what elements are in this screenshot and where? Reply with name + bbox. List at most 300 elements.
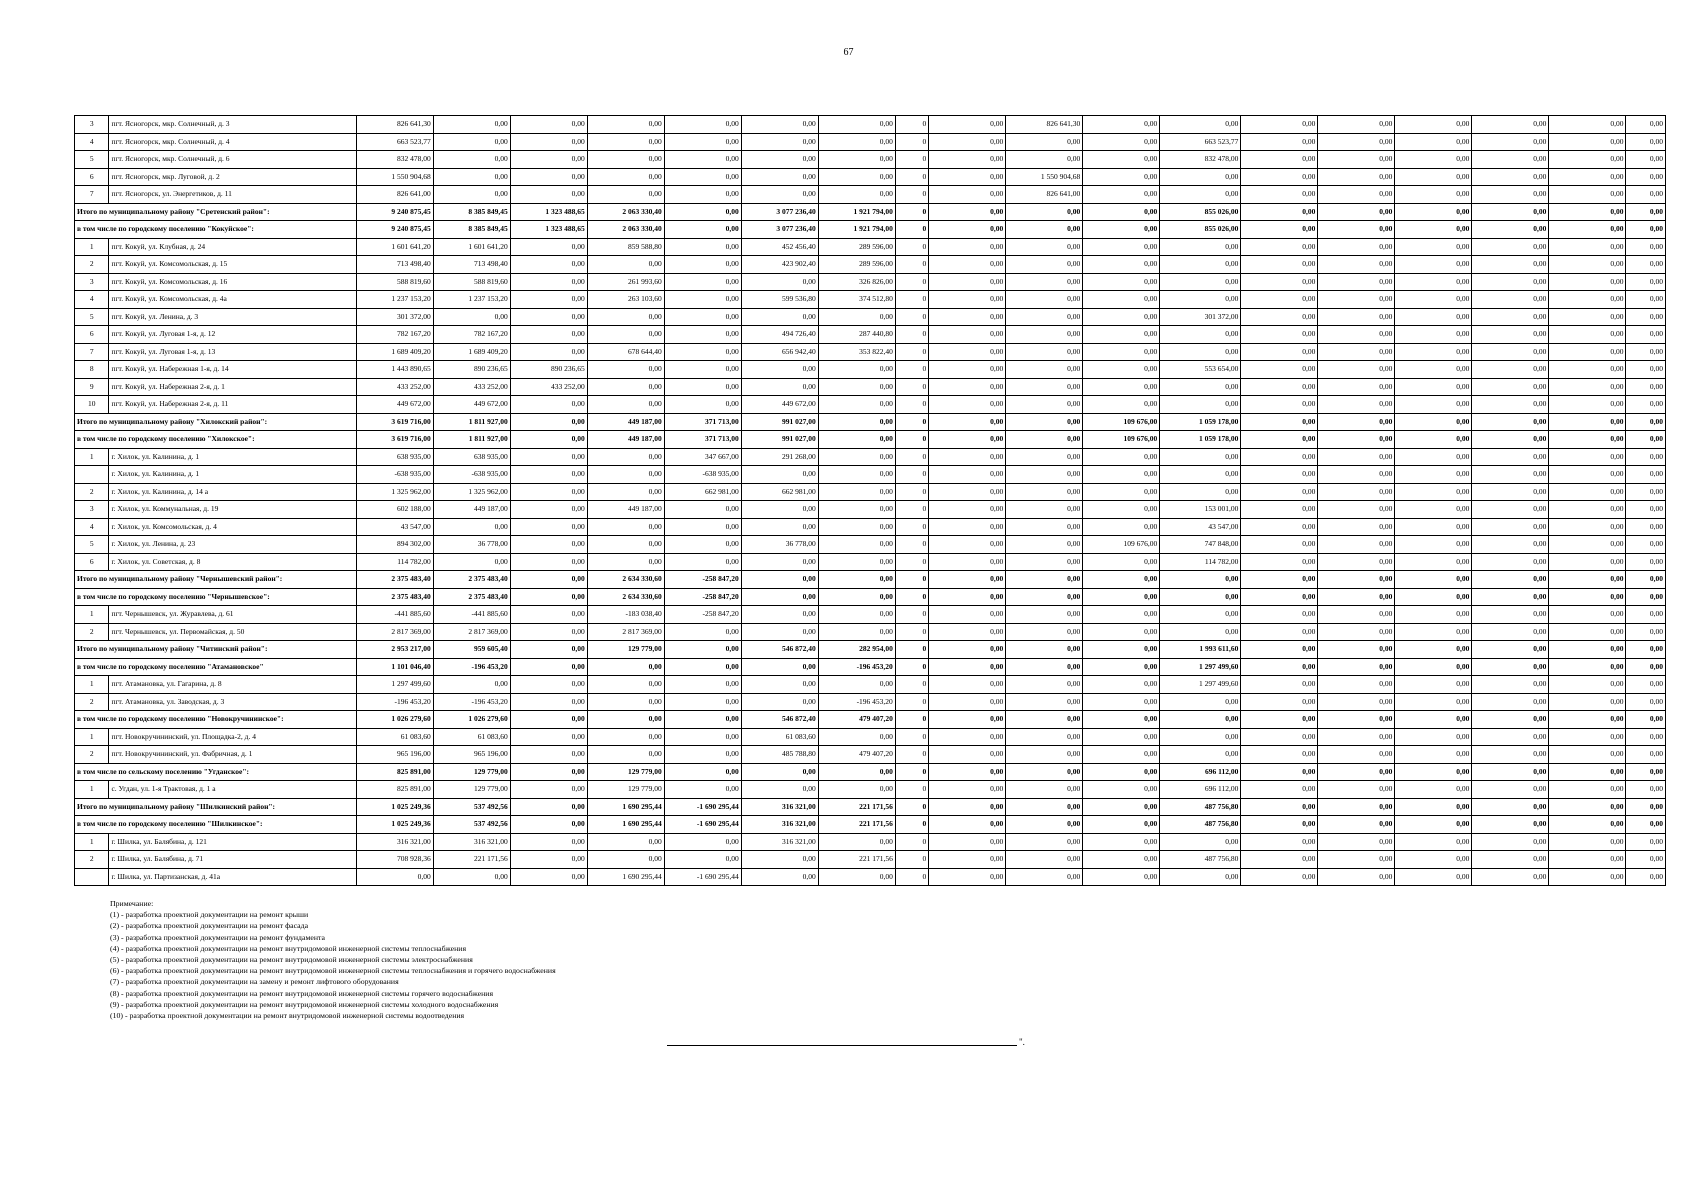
value-cell: 0,00 bbox=[1083, 553, 1160, 571]
value-cell: 0 bbox=[895, 641, 928, 659]
value-cell: 0,00 bbox=[1472, 396, 1549, 414]
address-cell: пгт. Кокуй, ул. Набережная 2-я, д. 1 bbox=[109, 378, 356, 396]
value-cell: 0,00 bbox=[664, 291, 741, 309]
value-cell: 316 321,00 bbox=[433, 833, 510, 851]
value-cell: 0,00 bbox=[1549, 448, 1626, 466]
value-cell: 0,00 bbox=[1626, 658, 1666, 676]
value-cell: 0,00 bbox=[1395, 221, 1472, 239]
value-cell: 0,00 bbox=[664, 746, 741, 764]
value-cell: 0 bbox=[895, 711, 928, 729]
value-cell: -258 847,20 bbox=[664, 606, 741, 624]
value-cell: 0,00 bbox=[1395, 168, 1472, 186]
value-cell: 0,00 bbox=[664, 851, 741, 869]
value-cell: 0,00 bbox=[741, 763, 818, 781]
value-cell: 0,00 bbox=[741, 781, 818, 799]
address-cell: пгт. Кокуй, ул. Комсомольская, д. 15 bbox=[109, 256, 356, 274]
value-cell: 0,00 bbox=[1006, 623, 1083, 641]
footnote-line: (3) - разработка проектной документации на ремонт фундамента bbox=[110, 932, 325, 942]
value-cell: 0,00 bbox=[1318, 203, 1395, 221]
value-cell: 0,00 bbox=[1626, 448, 1666, 466]
value-cell: 0 bbox=[895, 116, 928, 134]
value-cell: 0,00 bbox=[1083, 658, 1160, 676]
value-cell: 0,00 bbox=[1006, 763, 1083, 781]
value-cell: 1 026 279,60 bbox=[433, 711, 510, 729]
value-cell: 1 811 927,00 bbox=[433, 413, 510, 431]
value-cell: 1 297 499,60 bbox=[1160, 658, 1241, 676]
value-cell: 0,00 bbox=[1241, 256, 1318, 274]
value-cell: 0,00 bbox=[1395, 711, 1472, 729]
value-cell: 109 676,00 bbox=[1083, 413, 1160, 431]
address-cell: г. Шилка, ул. Балябина, д. 71 bbox=[109, 851, 356, 869]
value-cell: 0,00 bbox=[1318, 833, 1395, 851]
value-cell: 0,00 bbox=[818, 431, 895, 449]
value-cell: 0,00 bbox=[929, 273, 1006, 291]
value-cell: 0,00 bbox=[1241, 571, 1318, 589]
value-cell: 832 478,00 bbox=[356, 151, 433, 169]
value-cell: 0,00 bbox=[1472, 693, 1549, 711]
value-cell: 0,00 bbox=[1241, 763, 1318, 781]
value-cell: 0,00 bbox=[1318, 133, 1395, 151]
row-number: 1 bbox=[75, 781, 109, 799]
address-cell: с. Угдан, ул. 1-я Трактовая, д. 1 а bbox=[109, 781, 356, 799]
value-cell: 0,00 bbox=[587, 361, 664, 379]
value-cell: 0,00 bbox=[1318, 623, 1395, 641]
value-cell: 0,00 bbox=[1241, 658, 1318, 676]
value-cell: 0,00 bbox=[664, 396, 741, 414]
value-cell: 0,00 bbox=[818, 466, 895, 484]
value-cell: 0,00 bbox=[1318, 606, 1395, 624]
value-cell: 0,00 bbox=[1083, 133, 1160, 151]
value-cell: 0,00 bbox=[1549, 431, 1626, 449]
value-cell: 0,00 bbox=[929, 518, 1006, 536]
value-cell: 0,00 bbox=[1318, 431, 1395, 449]
value-cell: 0,00 bbox=[1472, 448, 1549, 466]
value-cell: 0,00 bbox=[818, 168, 895, 186]
value-cell: 452 456,40 bbox=[741, 238, 818, 256]
address-cell: г. Шилка, ул. Балябина, д. 121 bbox=[109, 833, 356, 851]
table-row bbox=[75, 833, 1666, 851]
value-cell: 221 171,56 bbox=[818, 851, 895, 869]
value-cell: 287 440,80 bbox=[818, 326, 895, 344]
value-cell: 0,00 bbox=[1626, 151, 1666, 169]
value-cell: 374 512,80 bbox=[818, 291, 895, 309]
value-cell: -196 453,20 bbox=[818, 693, 895, 711]
value-cell: 859 588,80 bbox=[587, 238, 664, 256]
value-cell: 0,00 bbox=[1472, 186, 1549, 204]
value-cell: 0,00 bbox=[1006, 448, 1083, 466]
value-cell: 0,00 bbox=[1395, 571, 1472, 589]
value-cell: 0,00 bbox=[1083, 816, 1160, 834]
value-cell: 696 112,00 bbox=[1160, 781, 1241, 799]
value-cell: 0,00 bbox=[664, 133, 741, 151]
value-cell: 0,00 bbox=[1472, 343, 1549, 361]
value-cell: 0 bbox=[895, 203, 928, 221]
value-cell: 0,00 bbox=[510, 396, 587, 414]
subtotal-row bbox=[75, 431, 1666, 449]
value-cell: 0,00 bbox=[1083, 116, 1160, 134]
value-cell: 114 782,00 bbox=[356, 553, 433, 571]
value-cell: 1 325 962,00 bbox=[433, 483, 510, 501]
value-cell: 0,00 bbox=[1083, 343, 1160, 361]
value-cell: 0,00 bbox=[664, 553, 741, 571]
value-cell: 0,00 bbox=[1549, 851, 1626, 869]
closing-mark: ". bbox=[1019, 1037, 1025, 1047]
value-cell: 0,00 bbox=[1083, 588, 1160, 606]
value-cell: 0,00 bbox=[1241, 431, 1318, 449]
value-cell: 1 237 153,20 bbox=[433, 291, 510, 309]
value-cell: 0,00 bbox=[929, 676, 1006, 694]
value-cell: 0,00 bbox=[818, 308, 895, 326]
value-cell: 0,00 bbox=[1006, 536, 1083, 554]
subtotal-label: в том числе по сельскому поселению "Угданское": bbox=[75, 763, 357, 781]
value-cell: 0,00 bbox=[929, 641, 1006, 659]
value-cell: 0 bbox=[895, 256, 928, 274]
value-cell: 0,00 bbox=[1083, 571, 1160, 589]
value-cell: 487 756,80 bbox=[1160, 798, 1241, 816]
value-cell: 965 196,00 bbox=[356, 746, 433, 764]
value-cell: 0,00 bbox=[1006, 658, 1083, 676]
value-cell: 0,00 bbox=[1395, 483, 1472, 501]
value-cell: 0,00 bbox=[1626, 868, 1666, 886]
table-row bbox=[75, 326, 1666, 344]
value-cell: 0 bbox=[895, 151, 928, 169]
value-cell: 0,00 bbox=[1006, 676, 1083, 694]
value-cell: 0,00 bbox=[1241, 816, 1318, 834]
value-cell: 0,00 bbox=[1006, 781, 1083, 799]
value-cell: 1 689 409,20 bbox=[356, 343, 433, 361]
value-cell: 0,00 bbox=[741, 308, 818, 326]
value-cell: 0,00 bbox=[1083, 728, 1160, 746]
value-cell: 0,00 bbox=[929, 816, 1006, 834]
value-cell: 0,00 bbox=[510, 501, 587, 519]
value-cell: 0,00 bbox=[1472, 466, 1549, 484]
address-cell: пгт. Кокуй, ул. Луговая 1-я, д. 13 bbox=[109, 343, 356, 361]
value-cell: 0,00 bbox=[1318, 816, 1395, 834]
value-cell: -638 935,00 bbox=[356, 466, 433, 484]
value-cell: 0,00 bbox=[1626, 308, 1666, 326]
value-cell: 0,00 bbox=[1472, 816, 1549, 834]
value-cell: 537 492,56 bbox=[433, 798, 510, 816]
value-cell: 0,00 bbox=[1395, 606, 1472, 624]
value-cell: 0,00 bbox=[818, 676, 895, 694]
value-cell: 0,00 bbox=[664, 763, 741, 781]
value-cell: 0,00 bbox=[1626, 413, 1666, 431]
table-row bbox=[75, 781, 1666, 799]
value-cell: 0,00 bbox=[1241, 781, 1318, 799]
value-cell: 1 690 295,44 bbox=[587, 816, 664, 834]
value-cell: 0,00 bbox=[1318, 781, 1395, 799]
value-cell: 109 676,00 bbox=[1083, 431, 1160, 449]
table-row bbox=[75, 396, 1666, 414]
value-cell: 0,00 bbox=[929, 326, 1006, 344]
value-cell: 713 498,40 bbox=[356, 256, 433, 274]
value-cell: 0,00 bbox=[1318, 168, 1395, 186]
value-cell: 0,00 bbox=[1318, 378, 1395, 396]
value-cell: 546 872,40 bbox=[741, 711, 818, 729]
value-cell: 3 619 716,00 bbox=[356, 413, 433, 431]
footnote-line: (4) - разработка проектной документации на ремонт внутридомовой инженерной системы теплоснабжения bbox=[110, 943, 467, 953]
value-cell: 0,00 bbox=[664, 343, 741, 361]
value-cell: 0,00 bbox=[433, 518, 510, 536]
value-cell: 129 779,00 bbox=[433, 781, 510, 799]
subtotal-row bbox=[75, 763, 1666, 781]
value-cell: 0,00 bbox=[1083, 851, 1160, 869]
value-cell: 0,00 bbox=[664, 693, 741, 711]
value-cell: 0,00 bbox=[587, 711, 664, 729]
table-row bbox=[75, 676, 1666, 694]
row-number: 6 bbox=[75, 168, 109, 186]
value-cell: 0,00 bbox=[664, 361, 741, 379]
address-cell: пгт. Чернышевск, ул. Первомайская, д. 50 bbox=[109, 623, 356, 641]
value-cell: 0,00 bbox=[1006, 728, 1083, 746]
value-cell: 0,00 bbox=[1626, 483, 1666, 501]
value-cell: 0,00 bbox=[1395, 518, 1472, 536]
table-row bbox=[75, 378, 1666, 396]
value-cell: 0 bbox=[895, 413, 928, 431]
value-cell: 0,00 bbox=[929, 151, 1006, 169]
value-cell: 0,00 bbox=[1549, 256, 1626, 274]
value-cell: 0,00 bbox=[1395, 291, 1472, 309]
value-cell: 0,00 bbox=[1626, 536, 1666, 554]
value-cell: 61 083,60 bbox=[356, 728, 433, 746]
value-cell: 0,00 bbox=[433, 151, 510, 169]
value-cell: 0,00 bbox=[929, 833, 1006, 851]
address-cell: пгт. Кокуй, ул. Луговая 1-я, д. 12 bbox=[109, 326, 356, 344]
value-cell: 0,00 bbox=[1626, 816, 1666, 834]
value-cell: 894 302,00 bbox=[356, 536, 433, 554]
value-cell: 0,00 bbox=[1083, 833, 1160, 851]
address-cell: пгт. Кокуй, ул. Клубная, д. 24 bbox=[109, 238, 356, 256]
subtotal-label: Итого по муниципальному району "Сретенский район": bbox=[75, 203, 357, 221]
value-cell: -196 453,20 bbox=[818, 658, 895, 676]
value-cell: 0,00 bbox=[1549, 728, 1626, 746]
value-cell: 1 811 927,00 bbox=[433, 431, 510, 449]
row-number: 5 bbox=[75, 536, 109, 554]
value-cell: 0,00 bbox=[510, 186, 587, 204]
value-cell: 0,00 bbox=[1626, 588, 1666, 606]
value-cell: 0,00 bbox=[1318, 728, 1395, 746]
value-cell: 0,00 bbox=[1472, 501, 1549, 519]
value-cell: 0,00 bbox=[510, 851, 587, 869]
value-cell: 0,00 bbox=[741, 273, 818, 291]
value-cell: 0,00 bbox=[1241, 833, 1318, 851]
value-cell: 0,00 bbox=[1472, 238, 1549, 256]
value-cell: 0,00 bbox=[1083, 466, 1160, 484]
footnote-line: (8) - разработка проектной документации на ремонт внутридомовой инженерной системы горячего водоснабжения bbox=[110, 988, 494, 998]
address-cell: г. Хилок, ул. Коммунальная, д. 19 bbox=[109, 501, 356, 519]
value-cell: 0,00 bbox=[1549, 151, 1626, 169]
value-cell: 0,00 bbox=[929, 868, 1006, 886]
value-cell: 0 bbox=[895, 483, 928, 501]
value-cell: 0,00 bbox=[1472, 571, 1549, 589]
value-cell: 2 375 483,40 bbox=[356, 588, 433, 606]
value-cell: 0,00 bbox=[510, 291, 587, 309]
page-number: 67 bbox=[843, 47, 854, 58]
value-cell: 826 641,30 bbox=[356, 116, 433, 134]
value-cell: 0,00 bbox=[1241, 116, 1318, 134]
value-cell: 0,00 bbox=[1395, 448, 1472, 466]
row-number bbox=[75, 466, 109, 484]
subtotal-label: в том числе по городскому поселению "Чернышевское": bbox=[75, 588, 357, 606]
value-cell: 0,00 bbox=[1549, 763, 1626, 781]
value-cell: 0,00 bbox=[929, 343, 1006, 361]
row-number: 10 bbox=[75, 396, 109, 414]
value-cell: 0,00 bbox=[741, 501, 818, 519]
value-cell: 0,00 bbox=[1395, 816, 1472, 834]
value-cell: 0,00 bbox=[510, 483, 587, 501]
row-number: 4 bbox=[75, 291, 109, 309]
value-cell: 0,00 bbox=[664, 116, 741, 134]
value-cell: 0,00 bbox=[510, 466, 587, 484]
value-cell: 0,00 bbox=[1549, 483, 1626, 501]
subtotal-row bbox=[75, 203, 1666, 221]
value-cell: 479 407,20 bbox=[818, 711, 895, 729]
value-cell: 36 778,00 bbox=[433, 536, 510, 554]
value-cell: 0,00 bbox=[929, 203, 1006, 221]
value-cell: 0,00 bbox=[1549, 536, 1626, 554]
value-cell: 0,00 bbox=[510, 798, 587, 816]
value-cell: 0,00 bbox=[1241, 588, 1318, 606]
value-cell: 638 935,00 bbox=[356, 448, 433, 466]
value-cell: 0,00 bbox=[1241, 396, 1318, 414]
value-cell: 0,00 bbox=[587, 518, 664, 536]
address-cell: пгт. Ясногорск, ул. Энергетиков, д. 11 bbox=[109, 186, 356, 204]
value-cell: 0,00 bbox=[1395, 781, 1472, 799]
value-cell: 61 083,60 bbox=[433, 728, 510, 746]
value-cell: 602 188,00 bbox=[356, 501, 433, 519]
address-cell: пгт. Кокуй, ул. Набережная 2-я, д. 11 bbox=[109, 396, 356, 414]
value-cell: 43 547,00 bbox=[356, 518, 433, 536]
value-cell: 0,00 bbox=[510, 413, 587, 431]
value-cell: 0,00 bbox=[1626, 273, 1666, 291]
value-cell: 0,00 bbox=[1626, 186, 1666, 204]
value-cell: 0,00 bbox=[664, 378, 741, 396]
address-cell: г. Шилка, ул. Партизанская, д. 41а bbox=[109, 868, 356, 886]
value-cell: 713 498,40 bbox=[433, 256, 510, 274]
value-cell: 3 619 716,00 bbox=[356, 431, 433, 449]
value-cell: 0,00 bbox=[818, 396, 895, 414]
address-cell: пгт. Кокуй, ул. Комсомольская, д. 16 bbox=[109, 273, 356, 291]
value-cell: 2 634 330,60 bbox=[587, 588, 664, 606]
value-cell: 0,00 bbox=[510, 343, 587, 361]
value-cell: 0,00 bbox=[1549, 466, 1626, 484]
value-cell: 0,00 bbox=[1160, 693, 1241, 711]
value-cell: 825 891,00 bbox=[356, 781, 433, 799]
value-cell: 0,00 bbox=[587, 133, 664, 151]
value-cell: -1 690 295,44 bbox=[664, 816, 741, 834]
value-cell: 114 782,00 bbox=[1160, 553, 1241, 571]
value-cell: 0,00 bbox=[1626, 746, 1666, 764]
footnote-heading: Примечание: bbox=[110, 899, 154, 908]
value-cell: 0,00 bbox=[1472, 483, 1549, 501]
value-cell: 0,00 bbox=[1626, 203, 1666, 221]
value-cell: 449 672,00 bbox=[433, 396, 510, 414]
value-cell: 316 321,00 bbox=[356, 833, 433, 851]
value-cell: 0,00 bbox=[1395, 728, 1472, 746]
value-cell: 0,00 bbox=[510, 728, 587, 746]
value-cell: 662 981,00 bbox=[664, 483, 741, 501]
value-cell: 0,00 bbox=[741, 466, 818, 484]
value-cell: 0,00 bbox=[1160, 448, 1241, 466]
value-cell: 0,00 bbox=[1083, 676, 1160, 694]
value-cell: 0,00 bbox=[1549, 396, 1626, 414]
value-cell: 0,00 bbox=[1160, 588, 1241, 606]
value-cell: 663 523,77 bbox=[1160, 133, 1241, 151]
value-cell: 0,00 bbox=[1549, 553, 1626, 571]
value-cell: 0,00 bbox=[1626, 781, 1666, 799]
subtotal-label: в том числе по городскому поселению "Новокручининское": bbox=[75, 711, 357, 729]
value-cell: 0 bbox=[895, 133, 928, 151]
value-cell: 0,00 bbox=[1318, 361, 1395, 379]
value-cell: 433 252,00 bbox=[510, 378, 587, 396]
value-cell: 0,00 bbox=[1395, 413, 1472, 431]
value-cell: 0,00 bbox=[664, 711, 741, 729]
value-cell: 0,00 bbox=[818, 501, 895, 519]
value-cell: 0,00 bbox=[1472, 256, 1549, 274]
value-cell: 0,00 bbox=[587, 378, 664, 396]
value-cell: 0,00 bbox=[664, 641, 741, 659]
value-cell: 0,00 bbox=[1626, 571, 1666, 589]
value-cell: 0,00 bbox=[510, 816, 587, 834]
value-cell: 0,00 bbox=[1006, 378, 1083, 396]
value-cell: 0,00 bbox=[1395, 133, 1472, 151]
value-cell: 0,00 bbox=[1472, 851, 1549, 869]
footnote-line: (5) - разработка проектной документации на ремонт внутридомовой инженерной системы электроснабжения bbox=[110, 955, 473, 965]
value-cell: 0,00 bbox=[818, 536, 895, 554]
value-cell: 0,00 bbox=[1160, 396, 1241, 414]
value-cell: 0 bbox=[895, 781, 928, 799]
value-cell: 0,00 bbox=[929, 116, 1006, 134]
value-cell: 0,00 bbox=[1006, 868, 1083, 886]
value-cell: 0,00 bbox=[741, 361, 818, 379]
value-cell: 0,00 bbox=[1083, 448, 1160, 466]
value-cell: 1 601 641,20 bbox=[433, 238, 510, 256]
value-cell: 2 634 330,60 bbox=[587, 571, 664, 589]
value-cell: 0,00 bbox=[741, 868, 818, 886]
row-number: 1 bbox=[75, 448, 109, 466]
address-cell: пгт. Кокуй, ул. Ленина, д. 3 bbox=[109, 308, 356, 326]
value-cell: 0,00 bbox=[741, 623, 818, 641]
value-cell: 0,00 bbox=[1006, 711, 1083, 729]
value-cell: 36 778,00 bbox=[741, 536, 818, 554]
row-number: 2 bbox=[75, 623, 109, 641]
value-cell: 0,00 bbox=[1318, 658, 1395, 676]
value-cell: 0,00 bbox=[929, 466, 1006, 484]
subtotal-row bbox=[75, 798, 1666, 816]
value-cell: 0,00 bbox=[929, 291, 1006, 309]
value-cell: 479 407,20 bbox=[818, 746, 895, 764]
value-cell: 316 321,00 bbox=[741, 816, 818, 834]
value-cell: 0,00 bbox=[1241, 186, 1318, 204]
value-cell: 0,00 bbox=[1006, 571, 1083, 589]
value-cell: 289 596,00 bbox=[818, 238, 895, 256]
value-cell: 0,00 bbox=[818, 518, 895, 536]
value-cell: 0,00 bbox=[664, 221, 741, 239]
address-cell: пгт. Новокручининский, ул. Площадка-2, д. 4 bbox=[109, 728, 356, 746]
value-cell: 0,00 bbox=[1472, 781, 1549, 799]
value-cell: 0,00 bbox=[1160, 343, 1241, 361]
value-cell: 0,00 bbox=[510, 693, 587, 711]
value-cell: 0,00 bbox=[664, 781, 741, 799]
value-cell: 0,00 bbox=[1006, 151, 1083, 169]
subtotal-row bbox=[75, 588, 1666, 606]
value-cell: 0,00 bbox=[1241, 693, 1318, 711]
value-cell: 0,00 bbox=[1549, 343, 1626, 361]
value-cell: 0,00 bbox=[1626, 501, 1666, 519]
value-cell: 0,00 bbox=[741, 588, 818, 606]
value-cell: 0,00 bbox=[1006, 361, 1083, 379]
value-cell: 588 819,60 bbox=[433, 273, 510, 291]
